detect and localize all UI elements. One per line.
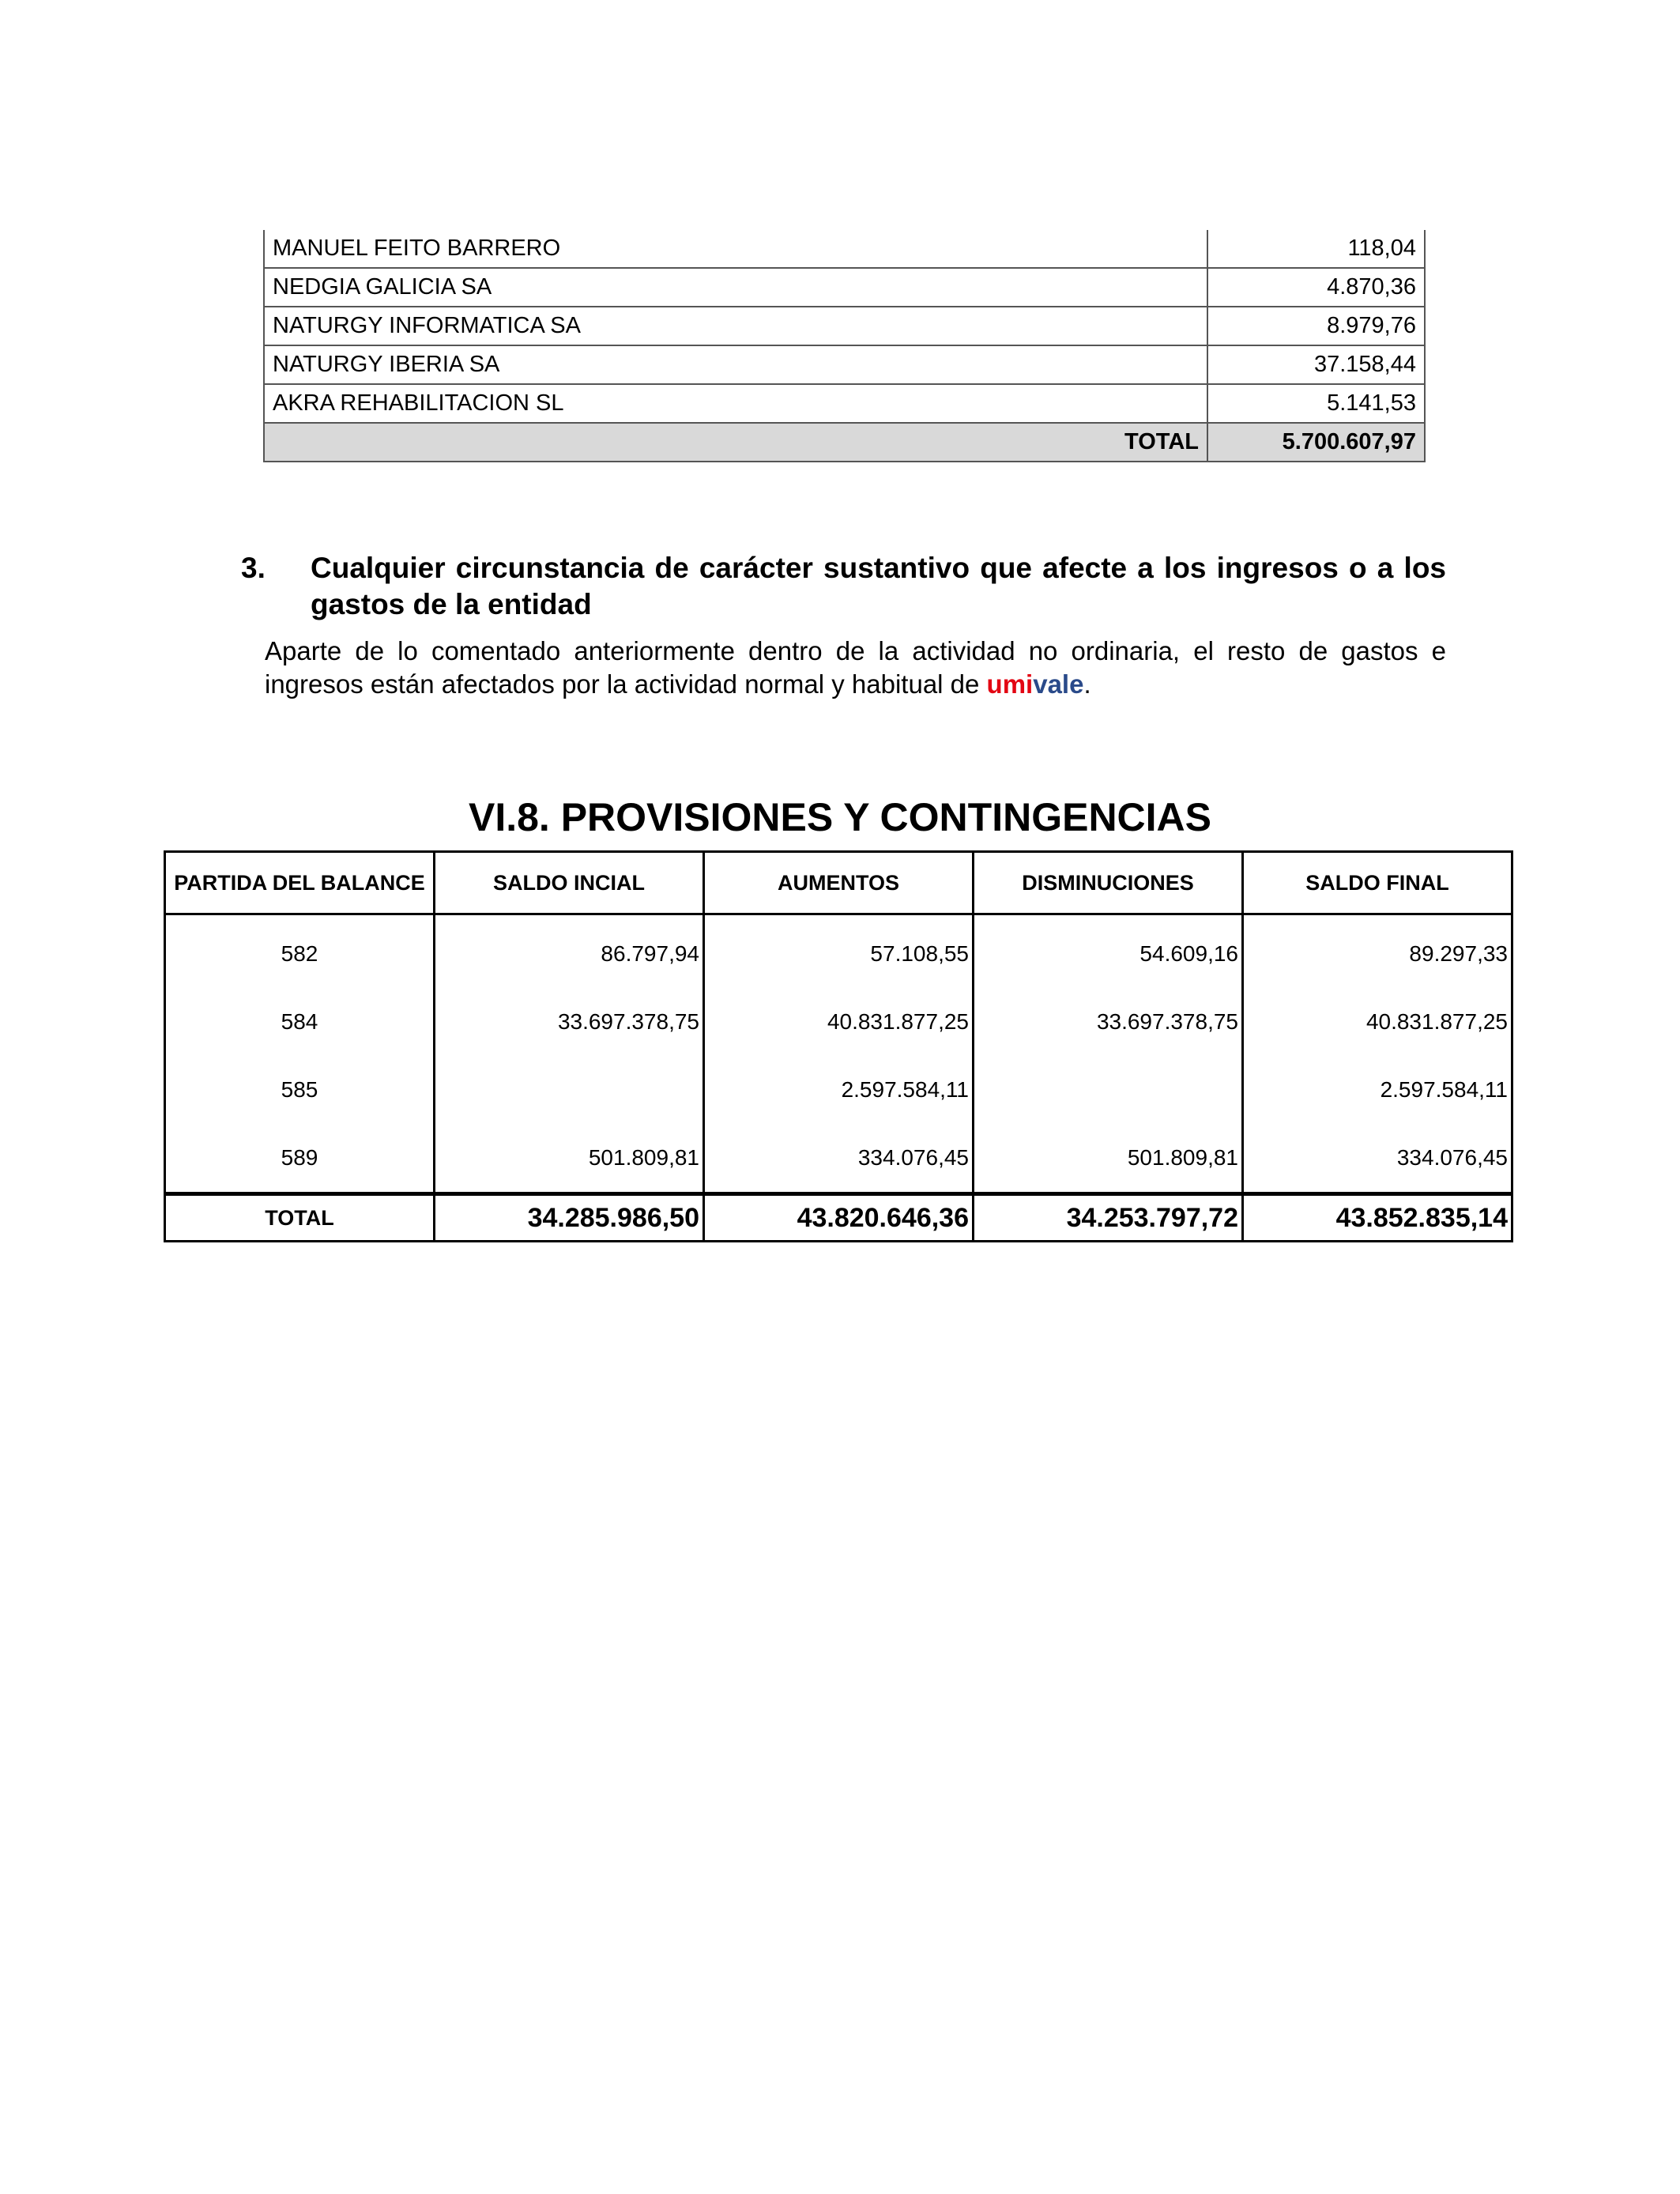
provisiones-total-table <box>164 1193 1513 1242</box>
cell-saldo-inicial: 501.809,81 <box>435 1124 704 1193</box>
cell-aumentos: 57.108,55 <box>704 914 974 989</box>
table-row <box>264 345 1425 384</box>
cell-saldo-final: 2.597.584,11 <box>1243 1056 1512 1124</box>
cell-disminuciones <box>974 1056 1243 1124</box>
paragraph-text: Aparte de lo comentado anteriormente dentro de la actividad no ordinaria, el resto de gastos e ingresos están afectados por la actividad normal y habitual de <box>265 636 1446 699</box>
section-3-paragraph <box>265 635 1446 701</box>
cell-saldo-inicial: 86.797,94 <box>435 914 704 989</box>
total-saldo-inicial: 34.285.986,50 <box>435 1195 704 1242</box>
col-header-saldo-final: SALDO FINAL <box>1243 852 1512 914</box>
cell-saldo-final: 40.831.877,25 <box>1243 988 1512 1056</box>
supplier-amount: 37.158,44 <box>1207 345 1425 384</box>
col-header-partida: PARTIDA DEL BALANCE <box>165 852 435 914</box>
cell-saldo-inicial <box>435 1056 704 1124</box>
col-header-aumentos: AUMENTOS <box>704 852 974 914</box>
total-aumentos: 43.820.646,36 <box>704 1195 974 1242</box>
section-number: 3. <box>241 552 266 584</box>
table-row <box>165 1124 1512 1193</box>
suppliers-total-row <box>264 423 1425 462</box>
supplier-name: NATURGY IBERIA SA <box>264 345 1207 384</box>
col-header-disminuciones: DISMINUCIONES <box>974 852 1243 914</box>
umivale-brand <box>987 669 1084 699</box>
supplier-name: NEDGIA GALICIA SA <box>264 268 1207 307</box>
supplier-name: MANUEL FEITO BARRERO <box>264 230 1207 268</box>
total-row <box>165 1195 1512 1242</box>
cell-saldo-inicial: 33.697.378,75 <box>435 988 704 1056</box>
supplier-amount: 5.141,53 <box>1207 384 1425 423</box>
suppliers-total-amount: 5.700.607,97 <box>1207 423 1425 462</box>
suppliers-total-label: TOTAL <box>264 423 1207 462</box>
cell-code: 589 <box>165 1124 435 1193</box>
table-row <box>264 307 1425 345</box>
suppliers-table <box>263 230 1426 462</box>
supplier-amount: 118,04 <box>1207 230 1425 268</box>
table-row <box>264 268 1425 307</box>
paragraph-end: . <box>1083 669 1091 699</box>
cell-aumentos: 40.831.877,25 <box>704 988 974 1056</box>
cell-aumentos: 334.076,45 <box>704 1124 974 1193</box>
section-heading-text: Cualquier circunstancia de carácter sustantivo que afecte a los ingresos o a los gastos de la entidad <box>311 552 1446 620</box>
cell-code: 584 <box>165 988 435 1056</box>
cell-aumentos: 2.597.584,11 <box>704 1056 974 1124</box>
total-saldo-final: 43.852.835,14 <box>1243 1195 1512 1242</box>
cell-code: 585 <box>165 1056 435 1124</box>
supplier-name: NATURGY INFORMATICA SA <box>264 307 1207 345</box>
cell-code: 582 <box>165 914 435 989</box>
cell-saldo-final: 334.076,45 <box>1243 1124 1512 1193</box>
table-row <box>165 914 1512 989</box>
supplier-name: AKRA REHABILITACION SL <box>264 384 1207 423</box>
total-label: TOTAL <box>165 1195 435 1242</box>
col-header-saldo-inicial: SALDO INCIAL <box>435 852 704 914</box>
supplier-amount: 8.979,76 <box>1207 307 1425 345</box>
brand-part-blue: vale <box>1033 669 1084 699</box>
cell-disminuciones: 501.809,81 <box>974 1124 1243 1193</box>
supplier-amount: 4.870,36 <box>1207 268 1425 307</box>
table-header-row <box>165 852 1512 914</box>
table-row <box>165 1056 1512 1124</box>
total-disminuciones: 34.253.797,72 <box>974 1195 1243 1242</box>
table-row <box>165 988 1512 1056</box>
cell-disminuciones: 54.609,16 <box>974 914 1243 989</box>
provisiones-title: VI.8. PROVISIONES Y CONTINGENCIAS <box>468 795 1212 839</box>
brand-part-red: umi <box>986 669 1034 699</box>
table-row <box>264 230 1425 268</box>
provisiones-table <box>164 850 1513 1194</box>
cell-disminuciones: 33.697.378,75 <box>974 988 1243 1056</box>
cell-saldo-final: 89.297,33 <box>1243 914 1512 989</box>
table-row <box>264 384 1425 423</box>
